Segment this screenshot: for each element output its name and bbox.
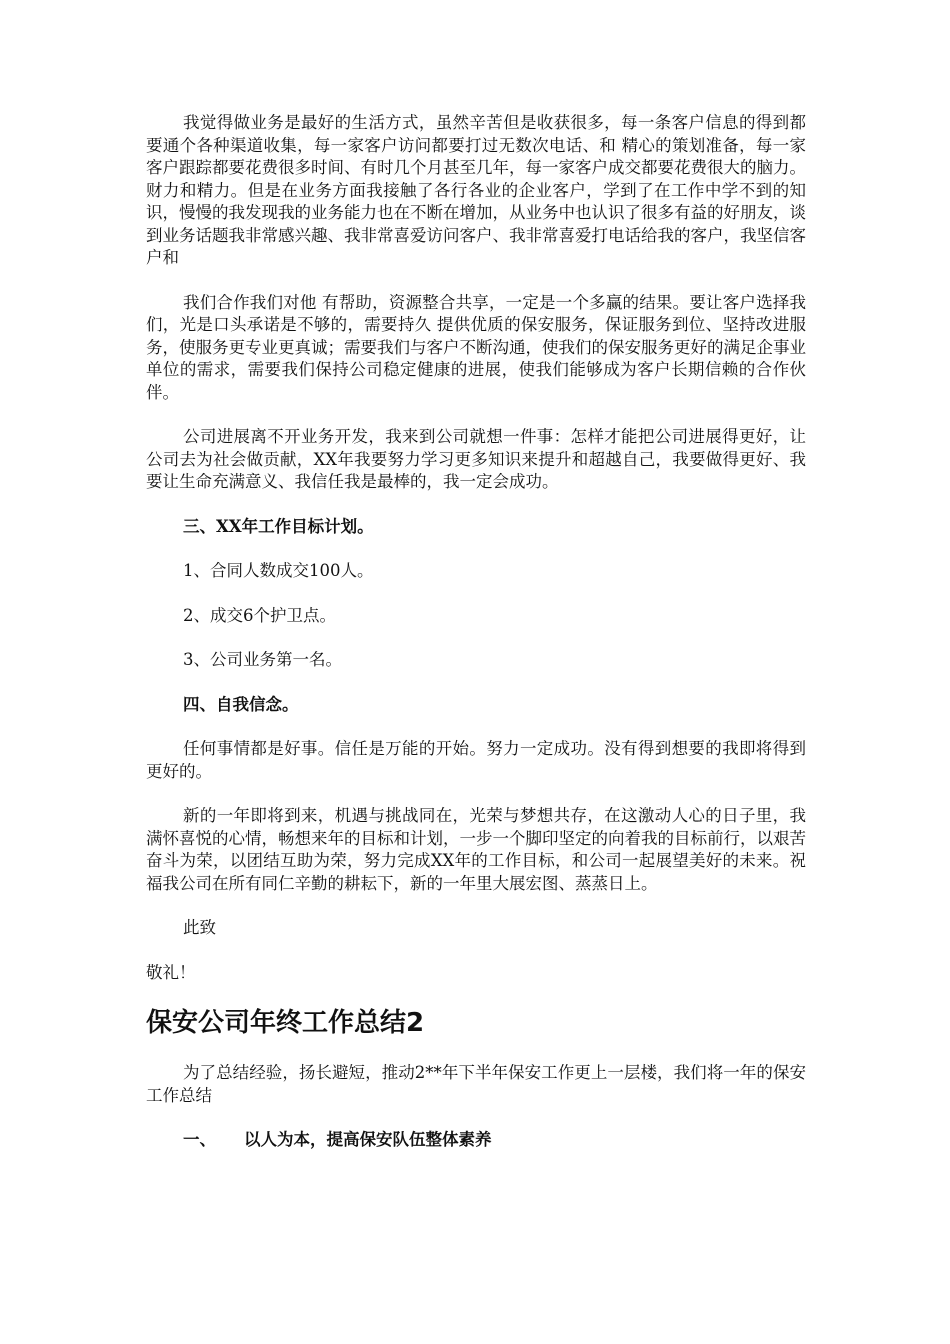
paragraph-summary-intro: 为了总结经验，扬长避短，推动2**年下半年保安工作更上一层楼，我们将一年的保安工作总结 <box>146 1063 806 1105</box>
paragraph-business-lifestyle: 我觉得做业务是最好的生活方式，虽然辛苦但是收获很多，每一条客户信息的得到都要通个各种渠道收集，每一家客户访问都要打过无数次电话、和 精心的策划准备，每一家客户跟踪都要花费很多时间、有时几个月甚至几年，每一家客户成交都要花费很大的脑力。财力和精力。但是在业务方面我接触了各行各业的企业客户，学到了在工作中学不到的知识，慢慢的我发现我的业务能力也在不断在增加，从业务中也认识了很多有益的好朋友，谈到业务话题我非常感兴趣、我非常喜爱访问客户、我非常喜爱打电话给我的客户，我坚信客户和 <box>146 113 806 267</box>
closing-regards: 敬礼！ <box>146 962 196 982</box>
paragraph-company-development: 公司进展离不开业务开发，我来到公司就想一件事：怎样才能把公司进展得更好，让公司去为社会做贡献，XX年我要努力学习更多知识来提升和超越自己，我要做得更好、我要让生命充满意义、我信任我是最棒的，我一定会成功。 <box>146 427 806 491</box>
goal-item-2: 2、成交6个护卫点。 <box>183 605 336 625</box>
heading-people-oriented <box>146 1129 806 1152</box>
closing-salutation: 此致 <box>183 918 216 937</box>
paragraph-cooperation: 我们合作我们对他 有帮助，资源整合共享，一定是一个多赢的结果。要让客户选择我们，光是口头承诺是不够的，需要持久 提供优质的保安服务，保证服务到位、坚持改进服务，使服务更专业更真诚；需要我们与客户不断沟通，使我们的保安服务更好的满足企事业单位的需求，需要我们保持公司稳定健康的进展，使我们能够成为客户长期信赖的合作伙伴。 <box>146 292 806 402</box>
section-title: 保安公司年终工作总结2 <box>146 1008 425 1038</box>
goal-item-1: 1、合同人数成交100人。 <box>183 561 374 580</box>
document-page <box>146 112 806 1152</box>
goal-item-3: 3、公司业务第一名。 <box>183 650 342 669</box>
paragraph-belief: 任何事情都是好事。信任是万能的开始。努力一定成功。没有得到想要的我即将得到更好的。 <box>146 739 806 781</box>
heading-work-goals: 三、XX年工作目标计划。 <box>183 516 374 536</box>
heading-number: 一、 <box>183 1130 216 1149</box>
heading-text: 以人为本，提高保安队伍整体素养 <box>244 1130 492 1149</box>
heading-self-belief: 四、自我信念。 <box>183 694 299 714</box>
paragraph-new-year: 新的一年即将到来，机遇与挑战同在，光荣与梦想共存，在这激动人心的日子里，我满怀喜悦的心情，畅想来年的目标和计划，一步一个脚印坚定的向着我的目标前行，以艰苦奋斗为荣，以团结互助为荣，努力完成XX年的工作目标，和公司一起展望美好的未来。祝福我公司在所有同仁辛勤的耕耘下，新的一年里大展宏图、蒸蒸日上。 <box>146 806 806 893</box>
